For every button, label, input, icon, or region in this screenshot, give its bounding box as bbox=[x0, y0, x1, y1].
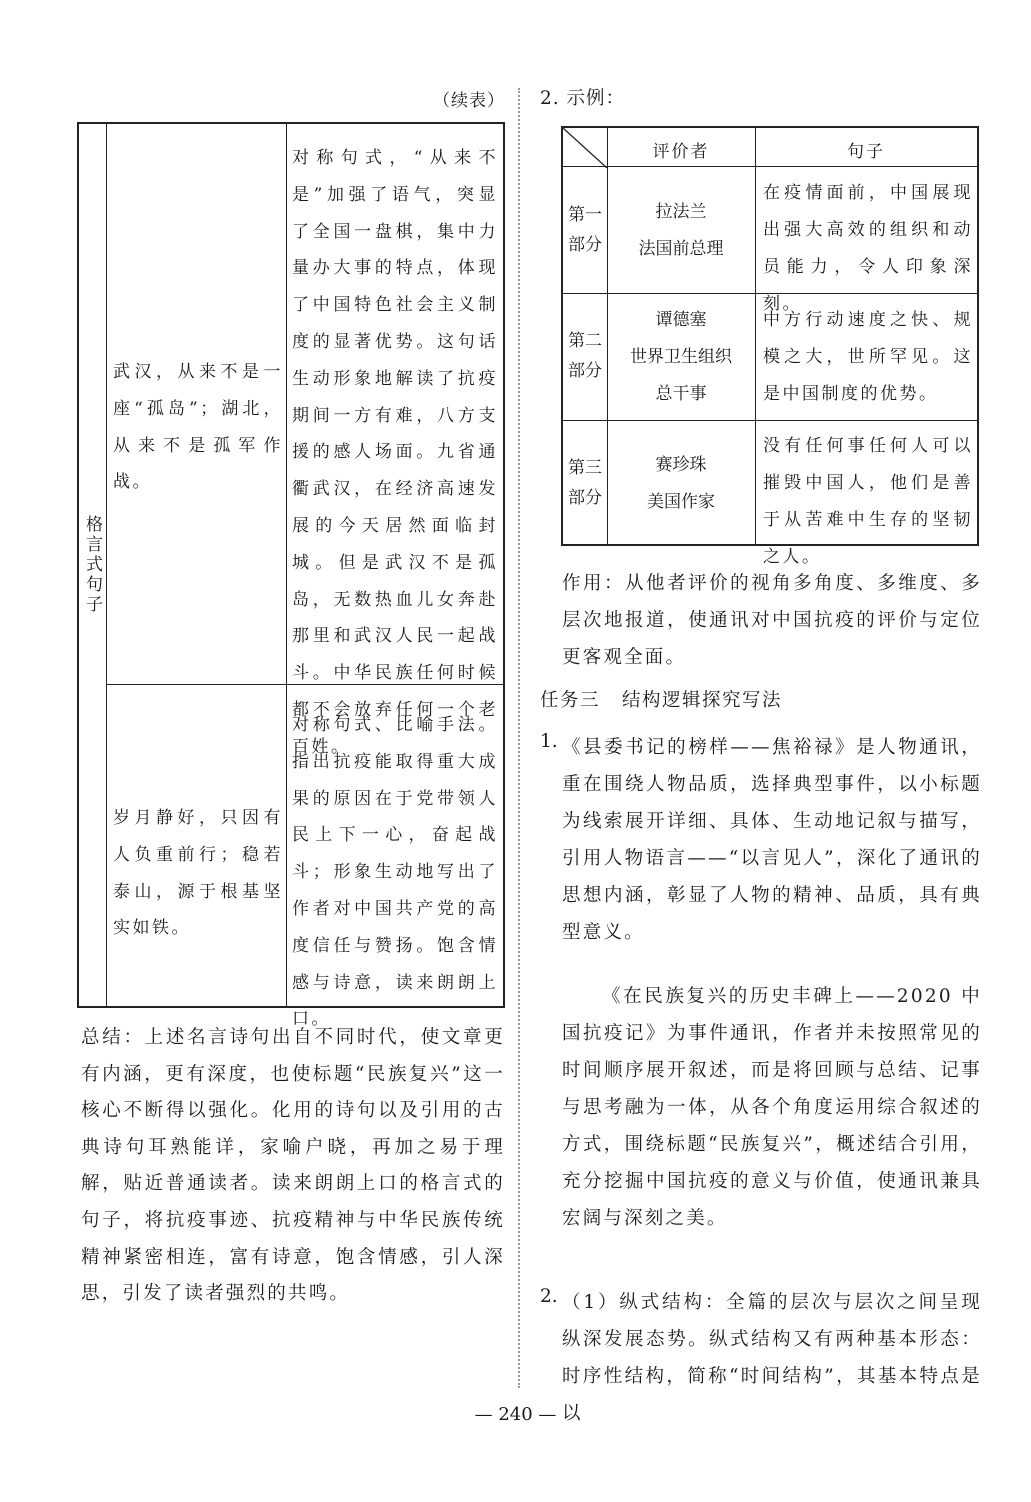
idiom-sentence-table bbox=[77, 122, 505, 1030]
table-divider bbox=[563, 166, 977, 167]
evaluator-cell bbox=[607, 302, 755, 413]
example-heading: 2. 示例： bbox=[540, 88, 626, 109]
evaluator-cell bbox=[607, 194, 755, 268]
analysis-cell: 对称句式，“从来不是”加强了语气，突显了全国一盘棋，集中力量办大事的特点，体现了中国特色社会主义制度的显著优势。这句话生动形象地解读了抗疫期间一方有难，八方支援的感人场面。九省通衢武汉，在经济高速发展的今天居然面临封城。但是武汉不是孤岛，无数热血儿女奔赴那里和武汉人民一起战斗。中华民族任何时候都不会放弃任何一个老百姓。 bbox=[292, 148, 498, 757]
task-title: 结构逻辑探究写法 bbox=[622, 690, 783, 711]
part-label: 第一部分 bbox=[568, 205, 602, 255]
evaluator-title: 法国前总理 bbox=[638, 239, 724, 259]
summary-paragraph: 总结：上述名言诗句出自不同时代，使文章更有内涵，更有深度，也使标题“民族复兴”这一核心不断得以强化。化用的诗句以及引用的古典诗句耳熟能详，家喻户晓，再加之易于理解，贴近普通读者。读来朗朗上口的格言式的句子，将抗疫事迹、抗疫精神与中华民族传统精神紧密相连，富有诗意，饱含情感，引人深思，引发了读者强烈的共鸣。 bbox=[81, 1027, 505, 1305]
table-divider bbox=[563, 420, 977, 421]
evaluator-name: 拉法兰 bbox=[655, 202, 707, 222]
task-heading bbox=[540, 686, 782, 712]
evaluator-name: 谭德塞 bbox=[655, 310, 707, 330]
part-label: 第三部分 bbox=[568, 458, 602, 508]
evaluator-title: 美国作家 bbox=[647, 492, 715, 512]
evaluation-table bbox=[561, 126, 979, 567]
part-label: 第二部分 bbox=[568, 331, 602, 381]
column-header: 句子 bbox=[847, 142, 885, 162]
analysis-cell: 对称句式、比喻手法。指出抗疫能取得重大成果的原因在于党带领人民上下一心，奋起战斗；形象生动地写出了作者对中国共产党的高度信任与赞扬。饱含情感与诗意，读来朗朗上口。 bbox=[292, 715, 498, 1030]
table-divider bbox=[286, 124, 287, 1006]
item-paragraph: 《县委书记的榜样——焦裕禄》是人物通讯，重在围绕人物品质，选择典型事件，以小标题为线索展开详细、具体、生动地记叙与描写，引用人物语言——“以言见人”，深化了通讯的思想内涵，彰显了人物的精神、品质，具有典型意义。 bbox=[562, 737, 982, 943]
column-divider bbox=[518, 88, 520, 1388]
table-divider bbox=[755, 128, 756, 544]
evaluator-title: 世界卫生组织 bbox=[630, 347, 732, 367]
column-header: 评价者 bbox=[652, 142, 710, 162]
sentence-cell: 没有任何事任何人可以摧毁中国人，他们是善于从苦难中生存的坚韧之人。 bbox=[763, 436, 973, 567]
quote-cell: 武汉，从来不是一座“孤岛”；湖北，从来不是孤军作战。 bbox=[113, 362, 283, 493]
category-label: 格言式句子 bbox=[82, 515, 102, 615]
sentence-cell: 中方行动速度之快、规模之大，世所罕见。这是中国制度的优势。 bbox=[763, 310, 973, 404]
sentence-cell: 在疫情面前，中国展现出强大高效的组织和动员能力，令人印象深刻。 bbox=[763, 183, 973, 314]
header-diagonal-line bbox=[563, 128, 607, 168]
item-number: 2. bbox=[540, 1286, 558, 1307]
evaluator-cell bbox=[607, 447, 755, 521]
item-paragraph: （1）纵式结构：全篇的层次与层次之间呈现纵深发展态势。纵式结构又有两种基本形态：时序性结构，简称“时间结构”，其基本特点是以 bbox=[562, 1292, 982, 1424]
item-number: 1. bbox=[540, 731, 558, 752]
table-divider bbox=[106, 124, 107, 1006]
continued-table-label: （续表） bbox=[433, 91, 505, 111]
quote-cell: 岁月静好，只因有人负重前行；稳若泰山，源于根基坚实如铁。 bbox=[113, 808, 283, 939]
effect-paragraph: 作用：从他者评价的视角多角度、多维度、多层次地报道，使通讯对中国抗疫的评价与定位更客观全面。 bbox=[562, 573, 982, 668]
evaluator-title: 总干事 bbox=[655, 384, 707, 404]
task-label: 任务三 bbox=[540, 690, 601, 711]
item-paragraph: 《在民族复兴的历史丰碑上——2020 中国抗疫记》为事件通讯，作者并未按照常见的时间顺序展开叙述，而是将回顾与总结、记事与思考融为一体，从各个角度运用综合叙述的方式，围绕标题“民族复兴”，概述结合引用，充分挖掘中国抗疫的意义与价值，使通讯兼具宏阔与深刻之美。 bbox=[562, 986, 982, 1229]
page-number: — 240 — bbox=[474, 1404, 557, 1425]
evaluator-name: 赛珍珠 bbox=[655, 455, 707, 475]
